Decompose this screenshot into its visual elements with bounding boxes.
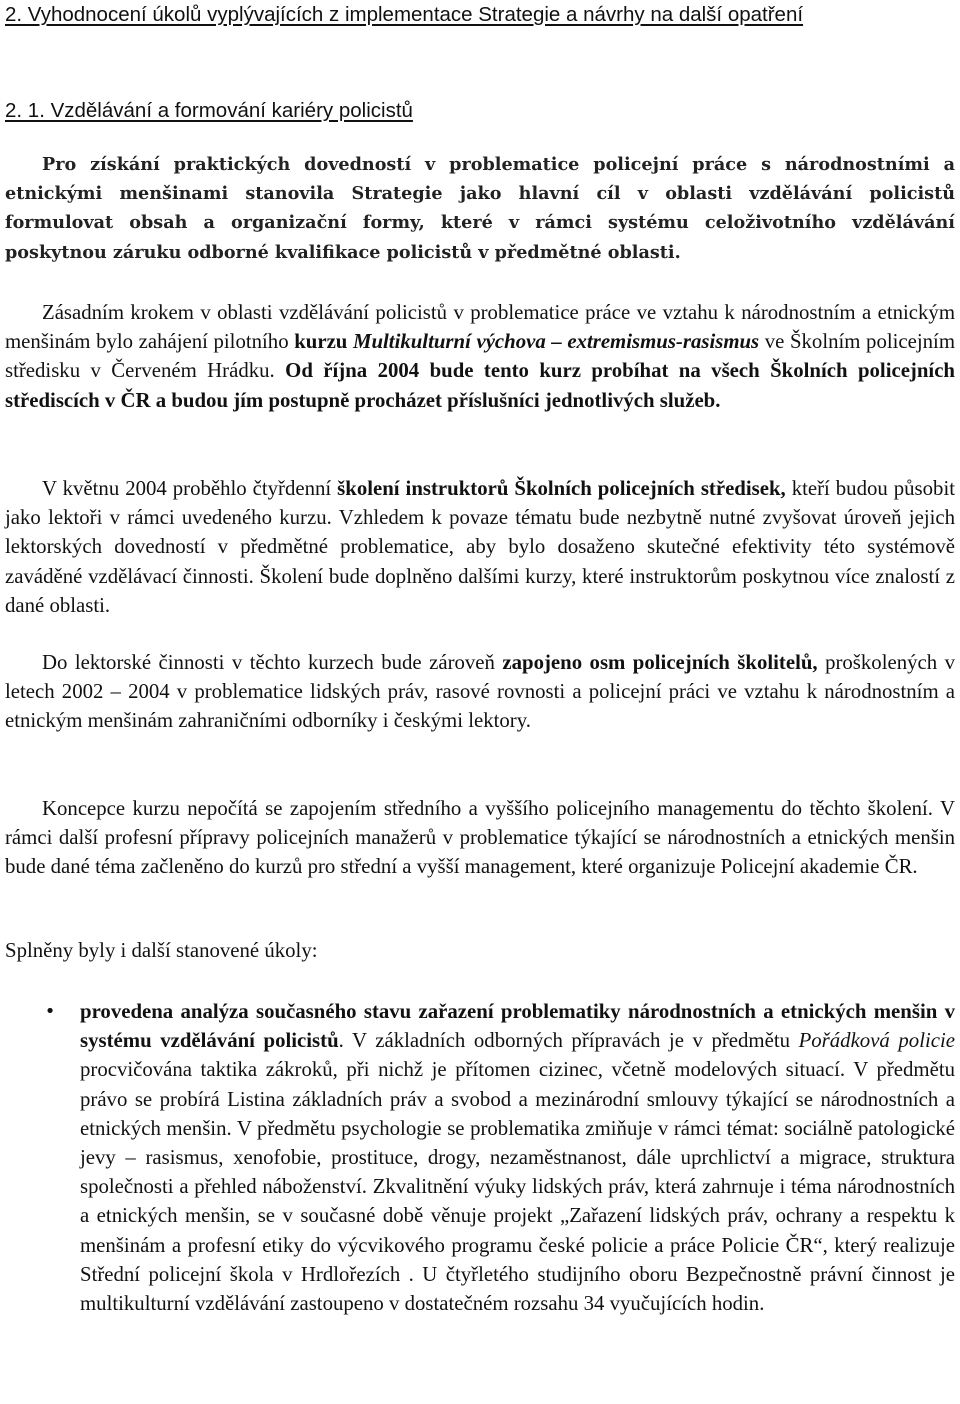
bold-run: školení instruktorů Školních policejních středisek, — [337, 477, 786, 500]
list-item — [80, 997, 955, 1318]
intro-paragraph: Pro získání praktických dovedností v problematice policejní práce s národnostními a etnickými menšinami stanovila Strategie jako hlavní cíl v oblasti vzdělávání policistů formulovat obsah a organizační formy, které v rámci systému celoživotního vzdělávání poskytnou záruku odborné kvalifikace policistů v předmětné oblasti. — [5, 154, 955, 263]
text-run: proškolených v letech 2002 – 2004 v problematice lidských práv, rasové rovnosti a policejní práci ve vztahu k národnostním a etnickým menšinám zahraničními odborníky i českými lektory. — [5, 651, 955, 733]
paragraph-lecturers — [5, 648, 955, 736]
section-heading: 2. Vyhodnocení úkolů vyplývajících z implementace Strategie a návrhy na další opatření — [5, 3, 804, 26]
text-run: Do lektorské činnosti v těchto kurzech bude zároveň — [42, 651, 503, 674]
text-run: procvičována taktika zákroků, při nichž je přítomen cizinec, včetně modelových situací. V předmětu právo se probírá Listina základních práv a svobod a mezinárodní smlouvy týkající se národnostních a etnických menšin. V předmětu psychologie se problematika zmiňuje v rámci témat: sociálně patologické jevy – rasismus, xenofobie, prostituce, drogy, nezaměstnanost, dále uprchlictví a migrace, struktura společnosti a přehled náboženství. Zkvalitnění výuky lidských práv, která zahrnuje i téma národnostních a etnických menšin, se v současné době věnuje projekt „Zařazení lidských práv, ochrany a respektu k menšinám a profesní etiky do výcvikového programu české policie a práce Policie ČR“, který realizuje Střední policejní škola v Hrdlořezích . U čtyřletého studijního oboru Bezpečnostně právní činnost je multikulturní vzdělávání zastoupeno v dostatečném rozsahu 34 vyučujících hodin. — [80, 1058, 955, 1316]
lead-sentence: Splněny byly i další stanovené úkoly: — [5, 939, 318, 962]
text-run: . V základních odborných přípravách je v předmětu — [338, 1029, 799, 1053]
bullet-icon: • — [44, 1001, 56, 1022]
paragraph-instructor-training — [5, 474, 955, 620]
text-run: Zásadním krokem v oblasti vzdělávání policistů v problematice práce ve vztahu k národnostním a etnickým menšinám bylo zahájení pilotního — [5, 301, 955, 354]
text-run: ve Školním policejním středisku v Červeném Hrádku. — [5, 330, 955, 383]
bold-italic-run — [353, 330, 759, 353]
text-run: kteří budou působit jako lektoři v rámci uvedeného kurzu. Vzhledem k povaze tématu bude nezbytně nutné zvyšovat úroveň jejich lektorských dovedností v předmětné problematice, aby bylo dosaženo skutečné efektivity této systémově zaváděné vzdělávací činnosti. Školení bude doplněno dalšími kurzy, které instruktorům poskytnou více znalostí z dané oblasti. — [5, 477, 955, 617]
paragraph-pilot-course — [5, 298, 955, 415]
bold-run: kurzu — [294, 330, 353, 354]
italic-run: Pořádková policie — [798, 1029, 955, 1053]
paragraph-management: Koncepce kurzu nepočítá se zapojením středního a vyššího policejního managementu do těchto školení. V rámci další profesní přípravy policejních manažerů v problematice týkající se národnostních a etnických menšin bude dané téma začleněno do kurzů pro střední a vyšší management, které organizuje Policejní akademie ČR. — [5, 797, 955, 879]
subsection-heading: 2. 1. Vzdělávání a formování kariéry policistů — [5, 99, 413, 122]
bold-run: zapojeno osm policejních školitelů, — [502, 651, 818, 674]
text-run: V květnu 2004 proběhlo čtyřdenní — [42, 477, 338, 500]
course-title: Multikulturní výchova – extremismus-rasismus — [352, 330, 760, 354]
bold-run: Od října 2004 bude tento kurz probíhat na všech Školních policejních střediscích v ČR a budou jím postupně procházet příslušníci jednotlivých služeb. — [5, 359, 955, 412]
bold-run: provedena analýza současného stavu zařazení problematiky národnostních a etnických menšin v systému vzdělávání policistů — [80, 1000, 955, 1053]
